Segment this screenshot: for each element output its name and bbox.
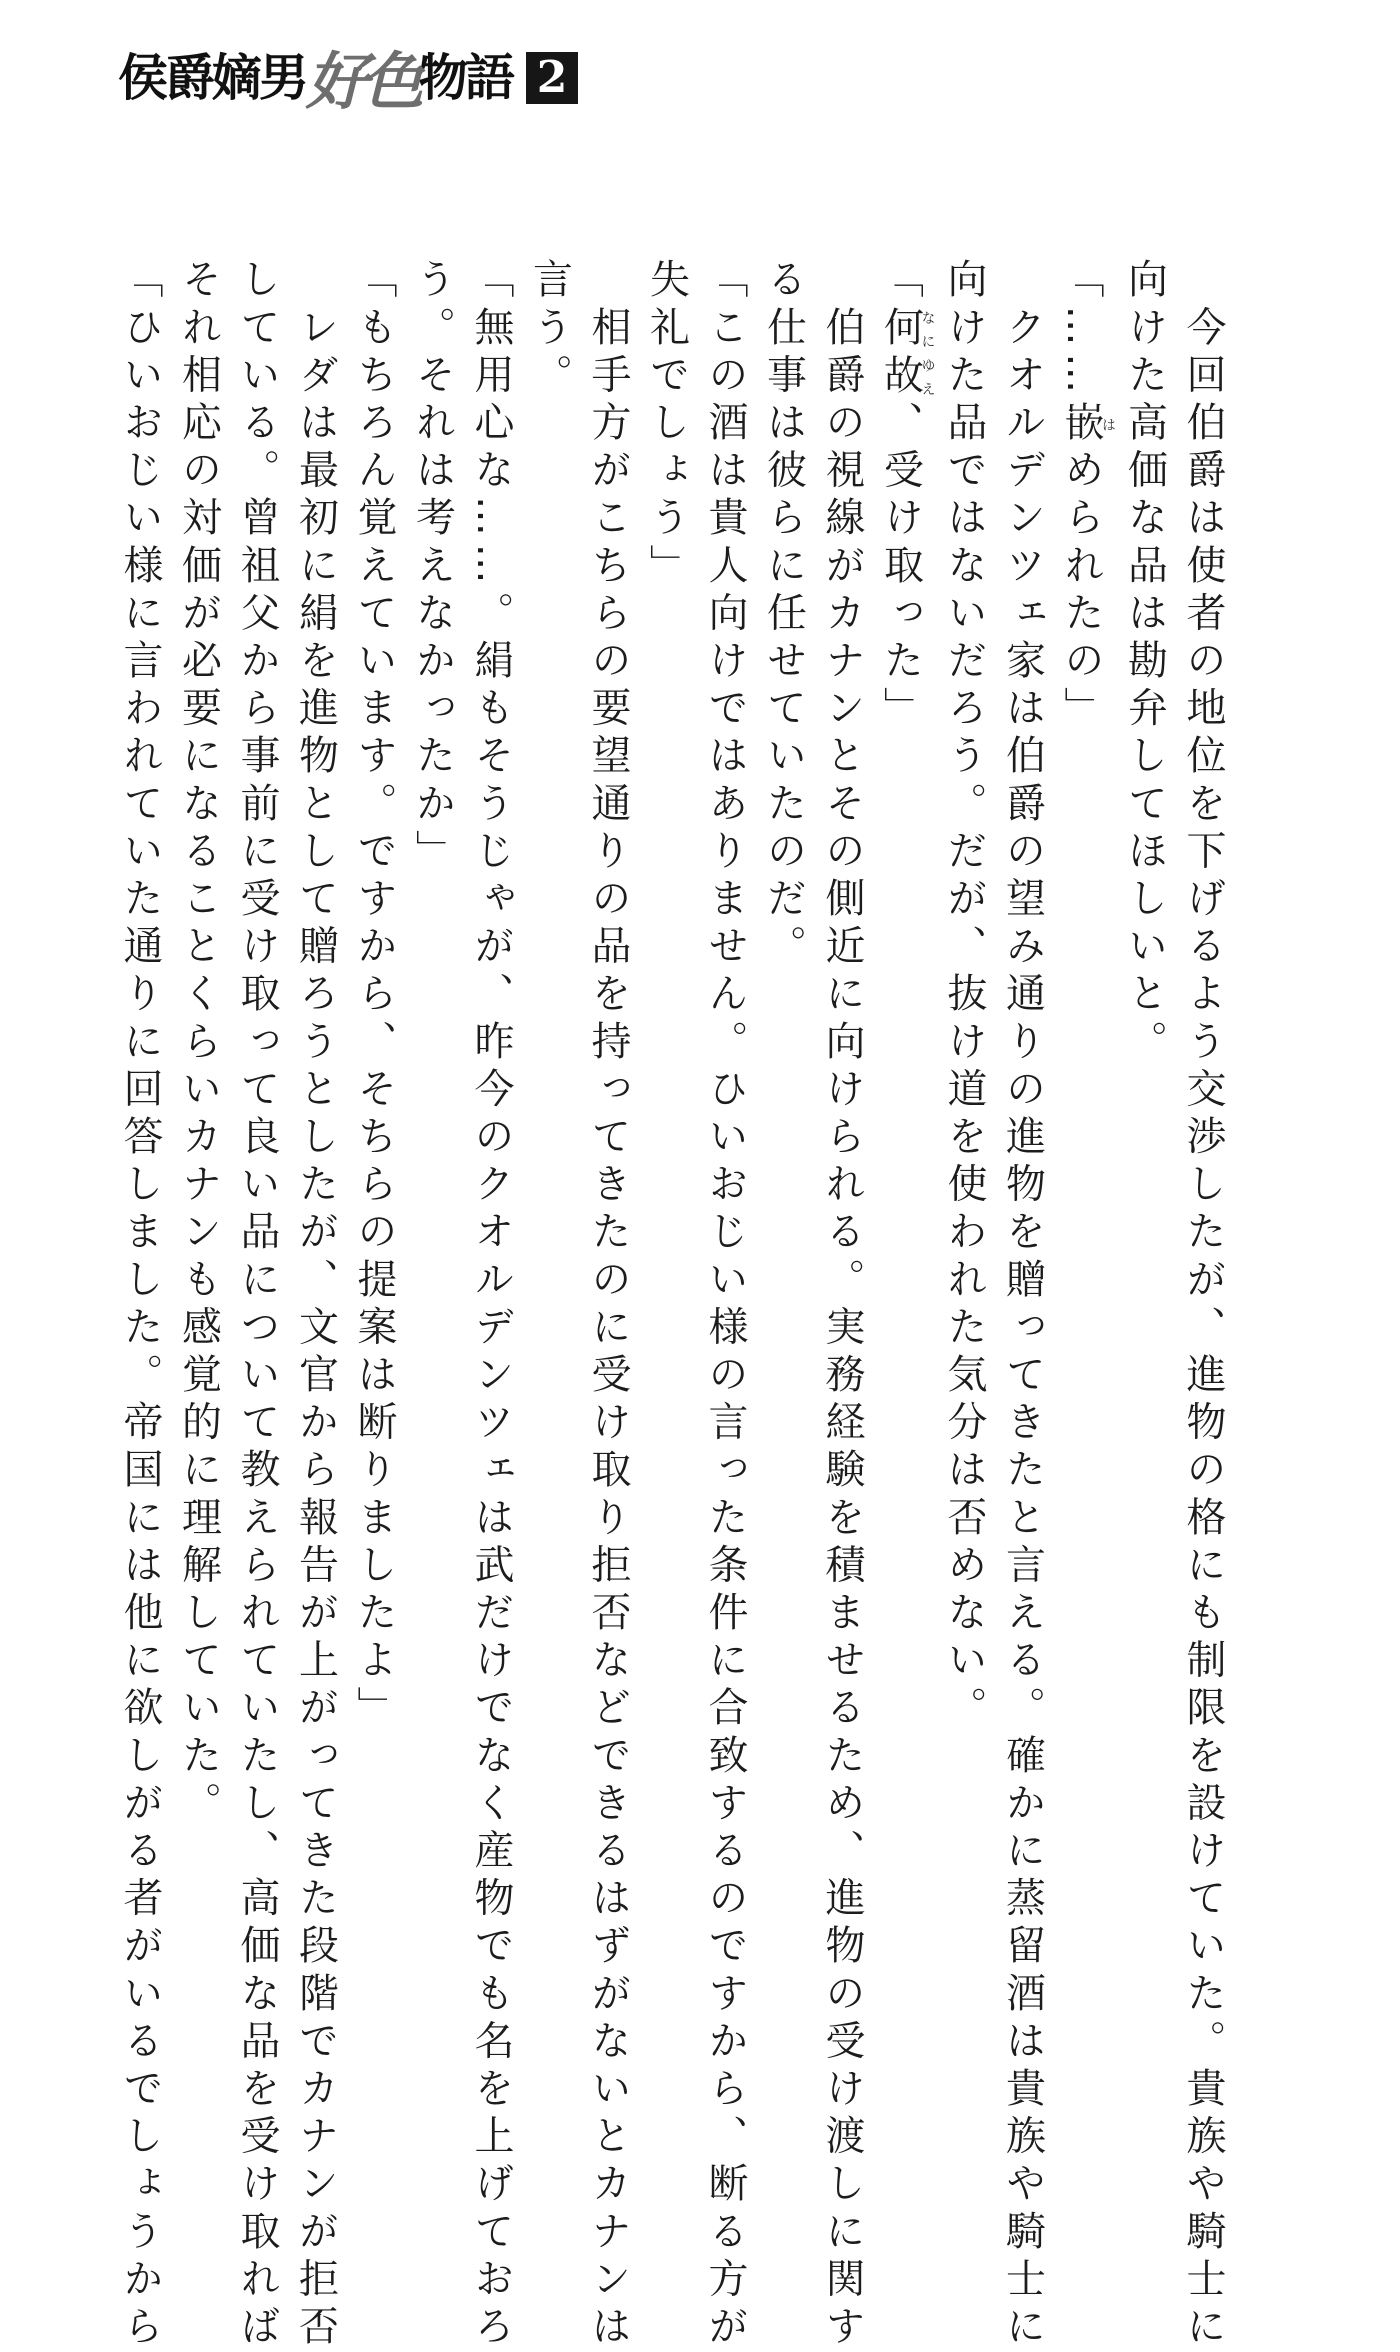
text-line: 向けた品ではないだろう。だが、抜け道を使われた気分は否めない。 (941, 258, 987, 1734)
ruby-annotation (1058, 400, 1116, 449)
text-line: 伯爵の視線がカナンとその側近に向けられる。実務経験を積ませるため、進物の受け渡しに関す (819, 258, 865, 2352)
text-line: 「この酒は貴人向けではありません。ひいおじい様の言った条件に合致するのですから、断る方が (702, 258, 748, 2352)
text-line: それ相応の対価が必要になることくらいカナンも感覚的に理解していた。 (175, 258, 222, 1829)
page-header (118, 45, 578, 118)
text-line: 今回伯爵は使者の地位を下げるよう交渉したが、進物の格にも制限を設けていた。貴族や騎士に (1180, 258, 1226, 2352)
line-text: 「…… (1058, 258, 1104, 401)
text-line: 「無用心な……。絹もそうじゃが、昨今のクオルデンツェは武だけでなく産物でも名を上げておろ (468, 258, 514, 2352)
text-line: している。曾祖父から事前に受け取って良い品について教えられていたし、高価な品を受け取れば (234, 258, 280, 2352)
text-line: 相手方がこちらの要望通りの品を持ってきたのに受け取り拒否などできるはずがないとカナンは (585, 258, 631, 2352)
line-text: 「 (877, 258, 924, 306)
ruby-reading: は (1100, 400, 1116, 449)
text-line: 向けた高価な品は勘弁してほしいと。 (1121, 258, 1168, 1068)
text-line: 失礼でしょう」 (643, 258, 690, 592)
book-title-prefix: 侯爵嫡男 (118, 48, 306, 107)
ruby-reading: なにゆえ (919, 305, 936, 401)
ruby-annotation (877, 305, 936, 401)
text-line: 言う。 (526, 258, 573, 401)
text-line: 「ひいおじい様に言われていた通りに回答しました。帝国には他に欲しがる者がいるでしょうから (117, 258, 163, 2352)
text-line: る仕事は彼らに任せていたのだ。 (760, 258, 807, 972)
vertical-body-text (117, 258, 1232, 2352)
text-line-ruby (871, 258, 935, 1858)
ruby-base: 嵌 (1058, 400, 1104, 449)
ruby-base: 何故 (877, 305, 924, 401)
text-line-ruby (1052, 258, 1116, 1858)
text-line: 「もちろん覚えています。ですから、そちらの提案は断りましたよ」 (351, 258, 397, 1734)
volume-badge: 2 (526, 52, 578, 104)
line-text: 、受け取った」 (877, 400, 924, 735)
line-text: められたの」 (1058, 448, 1104, 735)
text-line: う。それは考えなかったか」 (409, 258, 456, 877)
text-line: クオルデンツェ家は伯爵の望み通りの進物を贈ってきたと言える。確かに蒸留酒は貴族や騎士に (999, 258, 1046, 2352)
text-line: レダは最初に絹を進物として贈ろうとしたが、文官から報告が上がってきた段階でカナンが拒否 (292, 258, 339, 2352)
book-title-accent: 好色 (306, 45, 419, 118)
book-title-suffix: 物語 (418, 48, 513, 107)
